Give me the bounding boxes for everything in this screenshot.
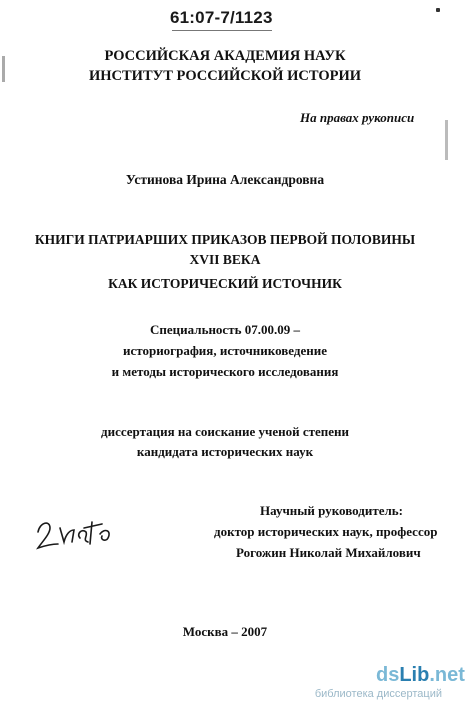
archive-stamp-number: 61:07-7/1123 <box>170 8 273 27</box>
thesis-title-line-3: КАК ИСТОРИЧЕСКИЙ ИСТОЧНИК <box>108 276 342 291</box>
scan-edge-mark-right <box>445 120 448 160</box>
rights-note: На правах рукописи <box>300 110 415 125</box>
specialty-code: Специальность 07.00.09 – <box>150 322 300 337</box>
dslib-logo-text <box>376 664 465 687</box>
academy-name: РОССИЙСКАЯ АКАДЕМИЯ НАУК <box>104 48 346 64</box>
logo-lib: Lib <box>399 664 430 686</box>
dslib-watermark <box>300 664 465 704</box>
scan-speck <box>436 8 440 12</box>
thesis-title-line-2: XVII ВЕКА <box>189 252 261 267</box>
specialty-line-2: историография, источниковедение <box>122 343 327 358</box>
thesis-title-line-1: КНИГИ ПАТРИАРШИХ ПРИКАЗОВ ПЕРВОЙ ПОЛОВИНЫ <box>34 232 416 247</box>
specialty-line-3: и методы исторического исследования <box>111 364 339 379</box>
degree-purpose-line-2: кандидата исторических наук <box>136 444 314 459</box>
handwritten-signature <box>30 508 120 558</box>
logo-subtitle: библиотека диссертаций <box>314 688 442 700</box>
author-name: Устинова Ирина Александровна <box>125 172 325 187</box>
degree-purpose-line-1: диссертация на соискание ученой степени <box>101 424 349 439</box>
stamp-underline <box>172 30 272 31</box>
logo-ds: ds <box>376 664 400 686</box>
supervisor-name: Рогожин Николай Михайлович <box>236 545 421 560</box>
logo-net: .net <box>429 664 465 686</box>
institute-name: ИНСТИТУТ РОССИЙСКОЙ ИСТОРИИ <box>88 68 362 84</box>
supervisor-degree: доктор исторических наук, профессор <box>214 524 438 539</box>
supervisor-label: Научный руководитель: <box>260 503 403 518</box>
place-and-year: Москва – 2007 <box>182 624 268 639</box>
